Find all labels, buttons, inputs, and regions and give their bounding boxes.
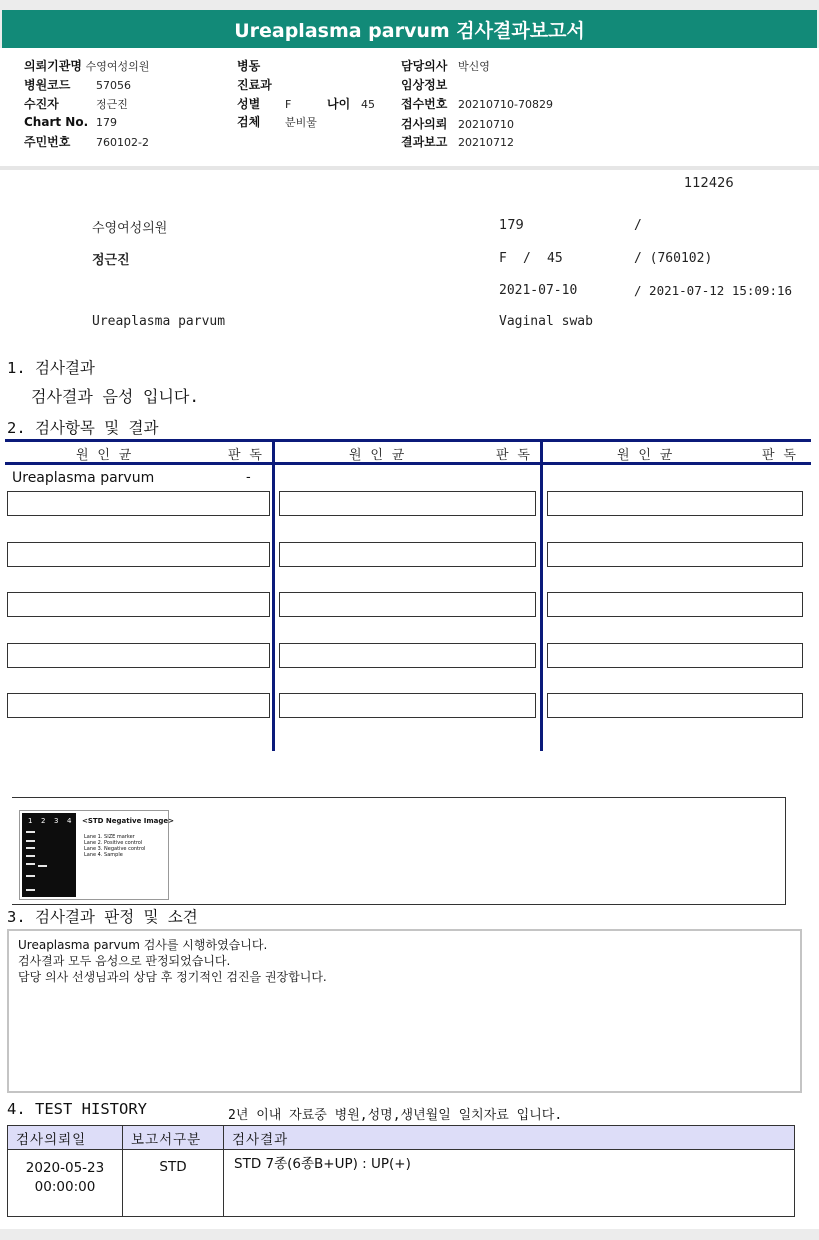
history-table [7, 1125, 795, 1217]
history-result: STD 7종(6종B+UP) : UP(+) [224, 1150, 795, 1217]
results-top-rule [5, 439, 811, 442]
result-box [7, 542, 270, 567]
table-row [8, 1150, 795, 1217]
institution-value: 수영여성의원 [85, 60, 150, 73]
col-pathogen-1: 원 인 균 [76, 448, 132, 463]
gel-legend-item: Lane 3. Negative control [84, 846, 146, 852]
lane-number: 2 [41, 817, 46, 825]
result-box [7, 643, 270, 668]
marker-band [26, 875, 35, 877]
history-date: 2020-05-23 [25, 1160, 105, 1176]
lane-number: 3 [54, 817, 59, 825]
chart-value: 179 [96, 116, 117, 129]
gel-title: <STD Negative Image> [82, 817, 175, 825]
summary-specimen: Vaginal swab [499, 314, 593, 329]
marker-band [26, 847, 35, 849]
result-box [279, 693, 536, 718]
summary-request-date: 2021-07-10 [499, 283, 578, 298]
gel-legend-item: Lane 2. Positive control [84, 840, 143, 846]
section-4-title: 4. TEST HISTORY [7, 1100, 147, 1118]
result-box [547, 592, 803, 617]
section-3-title: 3. 검사결과 판정 및 소견 [7, 908, 198, 926]
result-box [547, 643, 803, 668]
result-pathogen: Ureaplasma parvum [12, 470, 155, 486]
age-label: 나이 [327, 97, 351, 111]
doctor-value: 박신영 [458, 60, 490, 73]
result-box [7, 491, 270, 516]
marker-band [26, 889, 35, 891]
history-header-type: 보고서구분 [123, 1126, 224, 1150]
positive-control-band [38, 865, 47, 867]
summary-sex: F [499, 251, 507, 266]
resident-label: 주민번호 [24, 135, 71, 149]
hospital-code-value: 57056 [96, 79, 131, 92]
lane-number: 1 [28, 817, 33, 825]
summary-age: 45 [547, 251, 563, 266]
opinion-box [7, 929, 802, 1093]
summary-slash: / [634, 218, 642, 233]
opinion-line: Ureaplasma parvum 검사를 시행하였습니다. [18, 938, 268, 952]
sex-value: F [285, 98, 292, 111]
marker-band [26, 855, 35, 857]
opinion-line: 검사결과 모두 음성으로 판정되었습니다. [18, 954, 231, 968]
doctor-label: 담당의사 [401, 59, 448, 73]
reported-value: 20210712 [458, 136, 514, 149]
marker-band [26, 840, 35, 842]
specimen-label: 검체 [237, 115, 261, 129]
result-box [547, 542, 803, 567]
col-result-3: 판 독 [762, 448, 797, 463]
reported-label: 결과보고 [401, 135, 448, 149]
resident-value: 760102-2 [96, 136, 149, 149]
report-id: 112426 [684, 176, 734, 191]
gel-legend-item: Lane 1. SIZE marker [84, 834, 135, 840]
col-result-2: 판 독 [496, 448, 531, 463]
result-value: - [246, 470, 251, 485]
lane-number: 4 [67, 817, 72, 825]
receipt-value: 20210710-70829 [458, 98, 553, 111]
result-box [279, 592, 536, 617]
result-box [547, 693, 803, 718]
sex-label: 성별 [237, 97, 261, 111]
col-pathogen-2: 원 인 균 [349, 448, 405, 463]
result-box [7, 592, 270, 617]
history-header-result: 검사결과 [224, 1126, 795, 1150]
age-value: 45 [361, 98, 375, 111]
marker-band [26, 831, 35, 833]
opinion-line: 담당 의사 선생님과의 상담 후 정기적인 검진을 권장합니다. [18, 970, 327, 984]
col-result-1: 판 독 [228, 448, 263, 463]
summary-report-datetime: / 2021-07-12 15:09:16 [634, 283, 793, 298]
section-1-title: 1. 검사결과 [7, 359, 95, 377]
gel-legend-item: Lane 4. Sample [84, 852, 123, 858]
gel-image [19, 810, 175, 900]
summary-chart: 179 [499, 218, 524, 233]
requested-value: 20210710 [458, 118, 514, 131]
ward-label: 병동 [237, 59, 261, 73]
history-note: 2년 이내 자료중 병원,성명,생년월일 일치자료 입니다. [228, 1108, 563, 1123]
requested-label: 검사의뢰 [401, 117, 448, 131]
header-divider [0, 166, 819, 170]
history-header-date: 검사의뢰일 [8, 1126, 123, 1150]
result-box [279, 491, 536, 516]
patient-value: 정근진 [96, 98, 128, 111]
history-date-cell [8, 1150, 123, 1217]
result-box [547, 491, 803, 516]
institution-label: 의뢰기관명 [24, 59, 82, 73]
section-1-text: 검사결과 음성 입니다. [31, 387, 200, 406]
summary-institution: 수영여성의원 [92, 221, 168, 236]
history-time: 00:00:00 [34, 1179, 96, 1195]
bottom-band [0, 1229, 819, 1240]
result-box [279, 643, 536, 668]
results-col-divider-1 [272, 439, 275, 751]
col-pathogen-3: 원 인 균 [617, 448, 673, 463]
dept-label: 진료과 [237, 78, 272, 92]
chart-label: Chart No. [24, 115, 89, 129]
clinical-label: 임상정보 [401, 78, 448, 92]
marker-band [26, 863, 35, 865]
report-title: Ureaplasma parvum 검사결과보고서 [2, 10, 817, 48]
result-box [7, 693, 270, 718]
summary-resident: / (760102) [634, 251, 713, 266]
section-2-title: 2. 검사항목 및 결과 [7, 419, 159, 437]
hospital-code-label: 병원코드 [24, 78, 71, 92]
results-col-divider-2 [540, 439, 543, 751]
receipt-label: 접수번호 [401, 97, 448, 111]
gel-photo [22, 813, 76, 897]
patient-label: 수진자 [24, 97, 59, 111]
report-header [0, 48, 819, 166]
summary-test-name: Ureaplasma parvum [92, 314, 226, 329]
history-type: STD [123, 1150, 224, 1217]
summary-patient: 정근진 [92, 253, 130, 268]
specimen-value: 분비물 [285, 116, 317, 129]
summary-sep: / [523, 251, 531, 266]
result-box [279, 542, 536, 567]
